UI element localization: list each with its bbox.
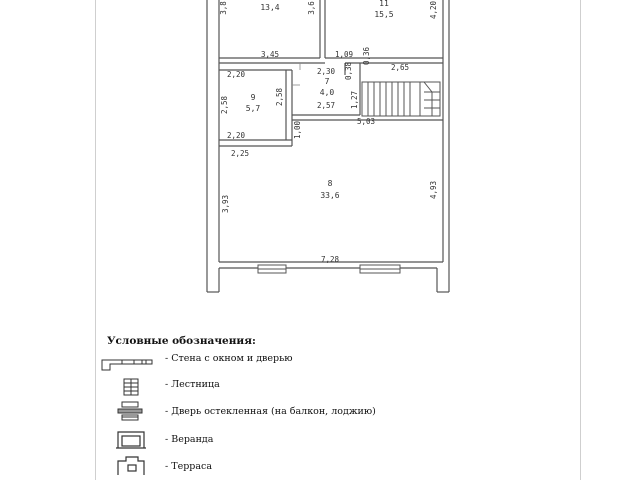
dimension: 1,27	[350, 90, 359, 110]
dimension: 2,58	[275, 87, 284, 107]
veranda-icon	[100, 428, 160, 450]
dimension: 2,65	[390, 63, 410, 72]
room-area: 33,6	[320, 191, 340, 200]
dimension: 2,20	[226, 131, 246, 140]
room-area: 15,5	[374, 10, 394, 19]
dimension: 4,93	[429, 180, 438, 200]
dimension: 2,25	[230, 149, 250, 158]
room-number: 9	[250, 93, 256, 102]
dimension: 0,36	[362, 46, 371, 66]
room-number: 8	[327, 179, 333, 188]
dimension: 1,09	[334, 50, 354, 59]
wall-window-door-icon	[100, 352, 160, 374]
room-area: 13,4	[260, 3, 280, 12]
dimension: 3,45	[260, 50, 280, 59]
dimension: 4,20	[429, 0, 438, 20]
room-area: 5,7	[245, 104, 261, 113]
dimension: 2,20	[226, 70, 246, 79]
glazed-door-icon	[100, 400, 160, 422]
doors	[292, 63, 300, 85]
dimension: 7,28	[320, 255, 340, 264]
dimension: 5,03	[356, 117, 376, 126]
dimension-labels	[219, 0, 438, 264]
dimension: 2,30	[316, 67, 336, 76]
room-number: 7	[324, 77, 330, 86]
windows	[258, 265, 400, 273]
legend-item-label: - Веранда	[165, 434, 214, 445]
terrace-icon	[100, 455, 160, 477]
legend-item-label: - Стена с окном и дверью	[165, 353, 293, 364]
dimension: 1,00	[293, 120, 302, 140]
room-number: 11	[379, 0, 389, 8]
stairs-icon	[100, 375, 160, 397]
legend-item-label: - Дверь остекленная (на балкон, лоджию)	[165, 406, 376, 417]
legend-item-label: - Терраса	[165, 461, 212, 472]
dimension: 3,8	[219, 1, 228, 15]
dimension: 0,38	[344, 61, 353, 81]
stairs-symbol	[362, 82, 440, 116]
dimension: 2,57	[316, 101, 336, 110]
dimension: 2,58	[220, 95, 229, 115]
room-area: 4,0	[319, 88, 335, 97]
legend-title: Условные обозначения:	[107, 335, 256, 347]
legend-item-label: - Лестница	[165, 379, 220, 390]
dimension: 3,6	[307, 1, 316, 15]
dimension: 3,93	[221, 194, 230, 214]
